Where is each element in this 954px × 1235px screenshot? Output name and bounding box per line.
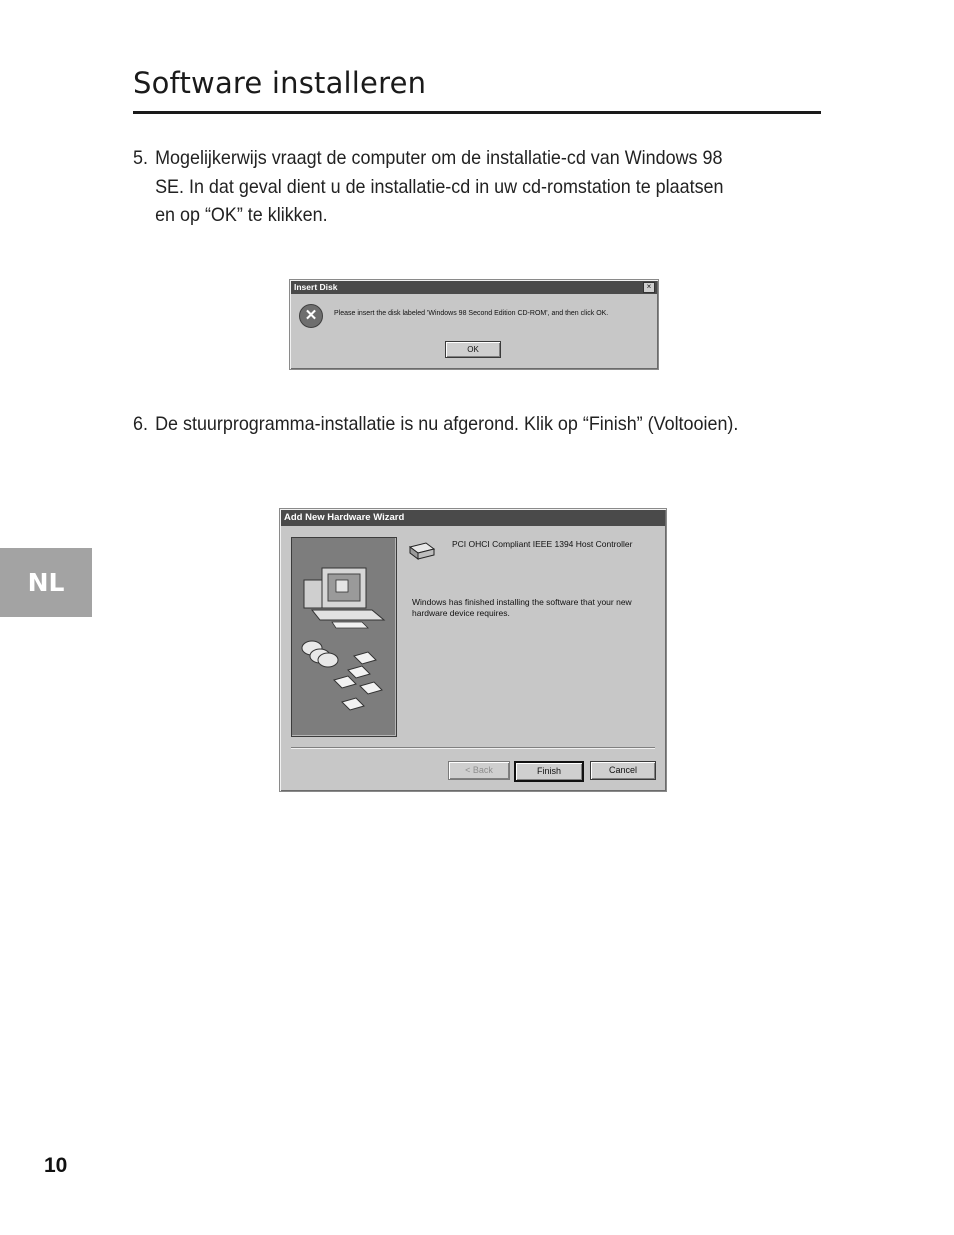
heading-rule [133,111,821,114]
divider [291,747,655,749]
step-line: en op “OK” te klikken. [155,204,328,226]
finish-button[interactable]: Finish [514,761,584,782]
wizard-message: Windows has finished installing the software that your new hardware device requires. [412,597,632,618]
dialog-title: Add New Hardware Wizard [281,510,665,526]
wizard-illustration [291,537,397,737]
step-6 [133,410,738,439]
page-number: 10 [44,1154,68,1177]
step-line: SE. In dat geval dient u de installatie-cd in uw cd-romstation te plaatsen [155,175,724,198]
page-heading: Software installeren [133,66,427,100]
computer-illustration-icon [292,538,396,736]
step-number: 6. [133,413,148,435]
device-name: PCI OHCI Compliant IEEE 1394 Host Controller [452,539,633,549]
hardware-device-icon [406,539,438,561]
step-line: Mogelijkerwijs vraagt de computer om de installatie-cd van Windows 98 [155,147,723,169]
step-number: 5. [133,147,148,169]
insert-disk-dialog [289,279,659,370]
hardware-wizard-dialog [279,508,667,792]
step-line: De stuurprogramma-installatie is nu afgerond. Klik op “Finish” (Voltooien). [155,413,739,435]
dialog-title: Insert Disk [291,281,657,294]
step-5 [133,144,724,230]
error-icon: ✕ [299,304,323,328]
cancel-button[interactable]: Cancel [590,761,656,780]
dialog-message: Please insert the disk labeled 'Windows 98 Second Edition CD-ROM', and then click OK. [334,310,609,317]
back-button[interactable]: < Back [448,761,510,780]
close-icon[interactable]: × [643,282,655,293]
ok-button[interactable]: OK [445,341,501,358]
language-tab: NL [0,548,92,617]
